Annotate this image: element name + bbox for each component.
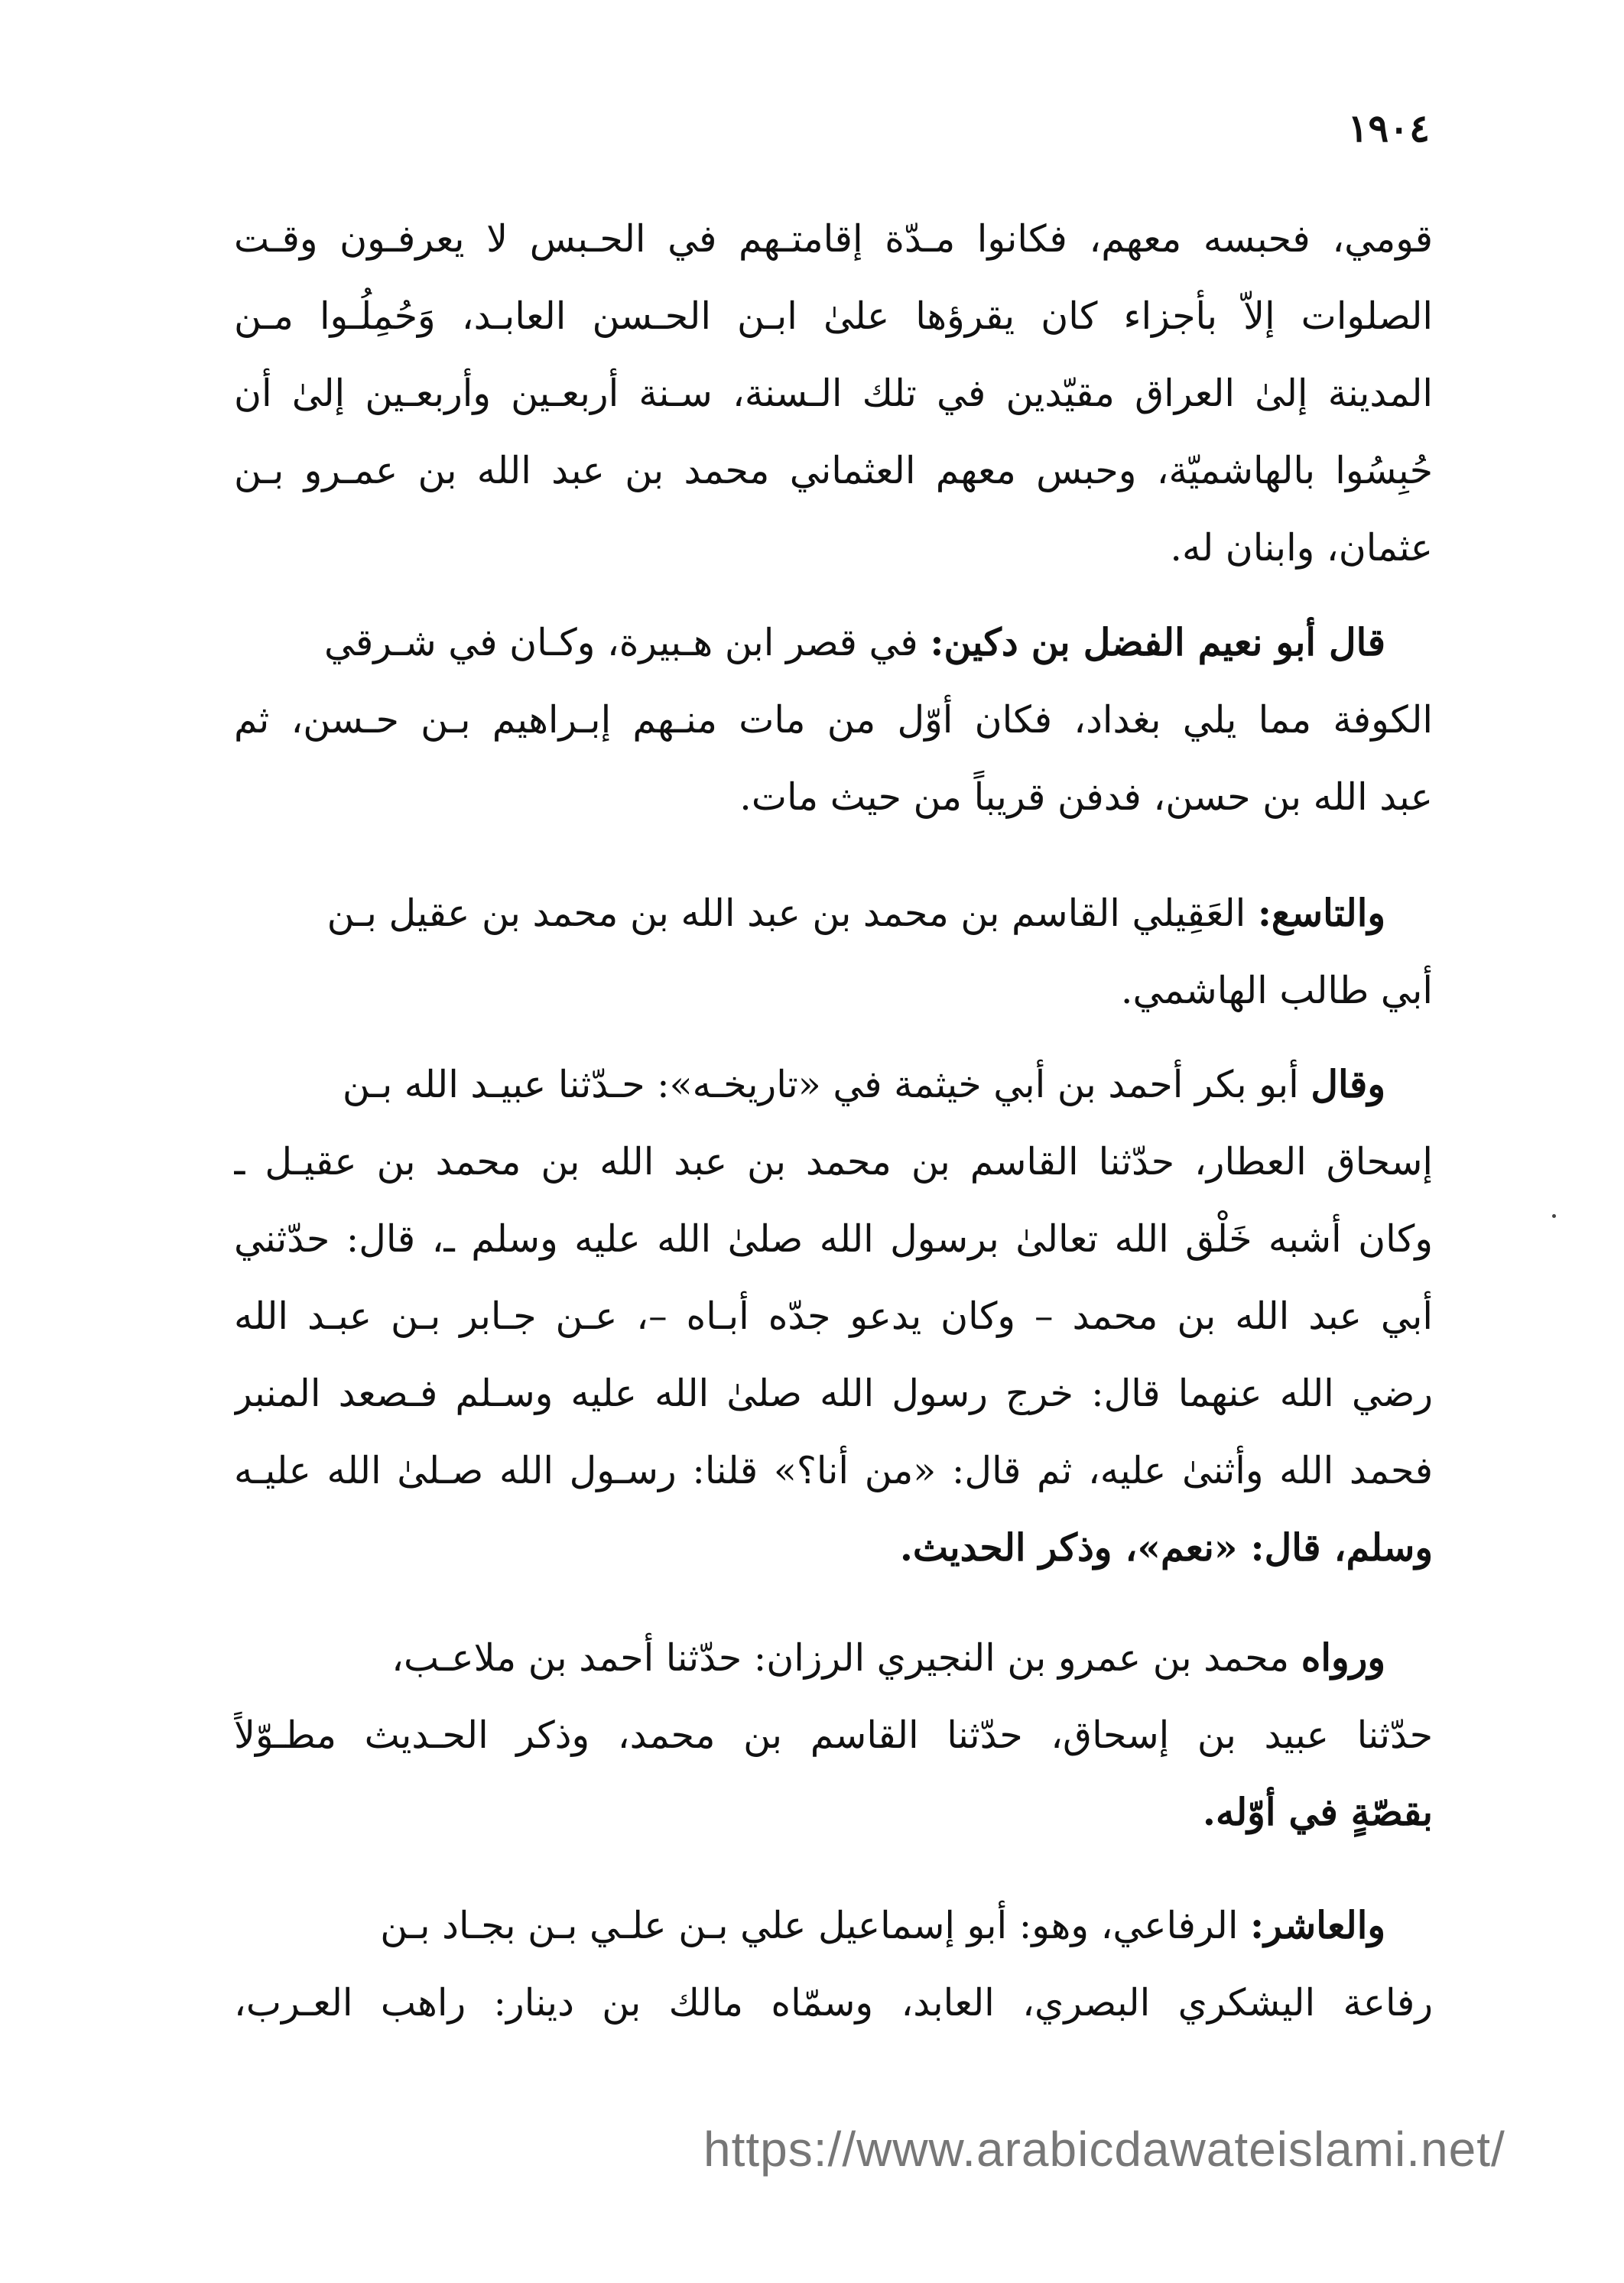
text-line: عبد الله بن حسن، فدفن قريباً من حيث مات. bbox=[739, 775, 1433, 819]
text-line-with-lead bbox=[234, 875, 1433, 952]
paragraph-5 bbox=[234, 1619, 1433, 1851]
text-line-with-lead bbox=[234, 1887, 1433, 1964]
text-line: رضي الله عنهما قال: خرج رسول الله صلىٰ الله عليه وسـلم فـصعد المنبر bbox=[234, 1372, 1433, 1415]
page-number: ١٩٠٤ bbox=[1347, 106, 1430, 151]
paragraph-lead: وقال bbox=[1311, 1062, 1385, 1106]
paragraph-lead: والتاسع: bbox=[1257, 891, 1385, 935]
text-segment: العَقِيلي القاسم بن محمد بن عبد الله بن محمد بن عقيل بـن bbox=[326, 891, 1258, 935]
scan-speck bbox=[1552, 1214, 1556, 1218]
text-line-with-lead bbox=[234, 604, 1433, 681]
text-line: قومي، فحبسه معهم، فكانوا مـدّة إقامتـهم في الحـبس لا يعرفـون وقـت bbox=[234, 217, 1433, 261]
text-line: إسحاق العطار، حدّثنا القاسم بن محمد بن عبد الله بن محمد بن عقيـل ـ bbox=[234, 1140, 1433, 1184]
text-segment: في قصر ابن هـبيرة، وكـان في شـرقي bbox=[323, 621, 931, 664]
text-line: أبي طالب الهاشمي. bbox=[1120, 969, 1433, 1012]
paragraph-lead: ورواه bbox=[1301, 1635, 1385, 1680]
text-line: وسلم، قال: «نعم»، وذكر الحديث. bbox=[899, 1525, 1433, 1570]
text-line: فحمد الله وأثنىٰ عليه، ثم قال: «من أنا؟» قلنا: رسـول الله صـلىٰ الله عليـه bbox=[234, 1449, 1433, 1492]
paragraph-lead: والعاشر: bbox=[1250, 1903, 1385, 1947]
text-line-with-lead bbox=[234, 1619, 1433, 1697]
text-line: وكان أشبه خَلْق الله تعالىٰ برسول الله صلىٰ الله عليه وسلم ـ، قال: حدّثني bbox=[234, 1217, 1433, 1261]
text-line: الصلوات إلاّ بأجزاء كان يقرؤها علىٰ ابـن الحـسن العابـد، وَحُمِلُـوا مـن bbox=[234, 294, 1433, 338]
text-segment: محمد بن عمرو بن النجيري الرزان: حدّثنا أحمد بن ملاعـب، bbox=[391, 1636, 1301, 1680]
text-line: رفاعة اليشكري البصري، العابد، وسمّاه مالك بن دينار: راهب العـرب، bbox=[234, 1981, 1433, 2025]
text-line: حُبِسُوا بالهاشميّة، وحبس معهم العثماني محمد بن عبد الله بن عمـرو بـن bbox=[234, 449, 1433, 492]
text-segment: أبو بكر أحمد بن أبي خيثمة في «تاريخـه»: حـدّثنا عبيـد الله بـن bbox=[342, 1063, 1311, 1106]
watermark-url: https://www.arabicdawateislami.net/ bbox=[703, 2122, 1505, 2177]
text-line-with-lead bbox=[234, 1046, 1433, 1123]
text-line: عثمان، وابنان له. bbox=[1170, 526, 1433, 570]
text-line: بقصّةٍ في أوّله. bbox=[1202, 1790, 1433, 1834]
text-segment: الرفاعي، وهو: أبو إسماعيل علي بـن علـي بـن بجـاد بـن bbox=[380, 1904, 1251, 1947]
paragraph-4 bbox=[234, 1046, 1433, 1586]
text-line: الكوفة مما يلي بغداد، فكان أوّل من مات منـهم إبـراهيم بـن حـسن، ثم bbox=[234, 698, 1433, 742]
paragraph-2 bbox=[234, 604, 1433, 836]
text-line: حدّثنا عبيد بن إسحاق، حدّثنا القاسم بن محمد، وذكر الحـديث مطـوّلاً bbox=[234, 1713, 1433, 1757]
text-line: أبي عبد الله بن محمد – وكان يدعو جدّه أبـاه –، عـن جـابر بـن عبـد الله bbox=[234, 1294, 1433, 1338]
paragraph-3 bbox=[234, 875, 1433, 1029]
paragraph-6 bbox=[234, 1887, 1433, 2041]
paragraph-lead: قال أبو نعيم الفضل بن دكين: bbox=[930, 620, 1385, 664]
text-line: المدينة إلىٰ العراق مقيّدين في تلك الـسنة، سـنة أربعـين وأربعـين إلىٰ أن bbox=[234, 372, 1433, 415]
paragraph-1 bbox=[234, 200, 1433, 586]
